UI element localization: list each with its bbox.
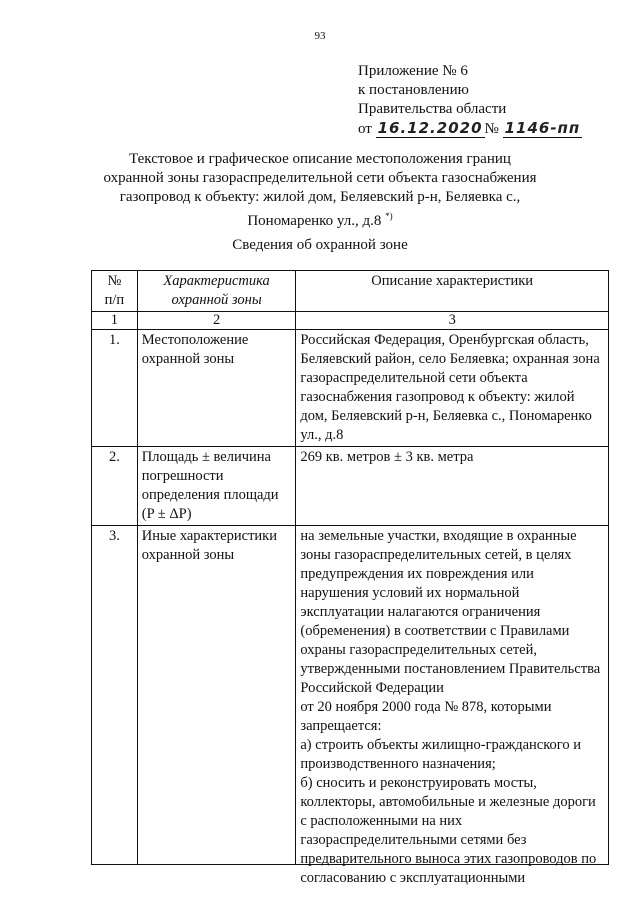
header-col-number: № п/п [92, 271, 138, 312]
row-description: Российская Федерация, Оренбургская область, Беляевский район, село Беляевка; охранная зона газораспределительной сети объекта газоснабжения газопровод к объекту: жилой дом, Беляевский р-н, Беляевка с., Пономаренко ул., д.8 [296, 330, 609, 447]
row-description: 269 кв. метров ± 3 кв. метра [296, 447, 609, 526]
number-label: № [484, 121, 499, 137]
row-characteristic: Местоположение охранной зоны [137, 330, 296, 447]
heading-line-3: газопровод к объекту: жилой дом, Беляевский р-н, Беляевка с., [119, 189, 521, 205]
section-title: Сведения об охранной зоне [232, 237, 408, 253]
row-number: 2. [92, 447, 138, 526]
col-number-1: 1 [92, 312, 138, 330]
col-number-3: 3 [296, 312, 609, 330]
heading-line-4-wrap [100, 207, 540, 231]
table-row [92, 447, 609, 526]
heading-line-1: Текстовое и графическое описание местоположения границ [129, 151, 511, 167]
appendix-title: Приложение № 6 [358, 63, 468, 79]
page-number: 93 [314, 30, 326, 42]
row-number: 3. [92, 526, 138, 865]
table-row [92, 526, 609, 865]
appendix-block [358, 62, 582, 139]
header-col-characteristic: Характеристика охранной зоны [137, 271, 296, 312]
row-description-cell [296, 526, 609, 886]
heading-line-4: Пономаренко ул., д.8 [247, 213, 382, 229]
table-header-row [92, 271, 609, 312]
row-characteristic: Иные характеристики охранной зоны [137, 526, 296, 865]
appendix-line-government: Правительства области [358, 101, 507, 117]
column-number-row [92, 312, 609, 330]
footnote-mark: *) [385, 211, 393, 221]
from-label: от [358, 121, 372, 137]
row-description: на земельные участки, входящие в охранные зоны газораспределительных сетей, в целях предупреждения их повреждения или нарушения условий их нормальной эксплуатации налагаются ограничения (обременения) в соответствии с Правилами охраны газораспределительных сетей, утвержденными постановлением Правительства Российской Федерации от 20 ноября 2000 года № 878, которыми запрещается: а) строить объекты жилищно-гражданского и производственного назначения; б) сносить и реконструировать мосты, коллекторы, автомобильные и железные дороги с расположенными на них газораспределительными сетями без предварительного выноса этих газопроводов по согласованию с эксплуатационными [300, 528, 601, 886]
appendix-date-number-line [358, 119, 582, 139]
handwritten-date: 16.12.2020 [377, 119, 483, 137]
col-number-2: 2 [137, 312, 296, 330]
row-number: 1. [92, 330, 138, 447]
header-col-description: Описание характеристики [296, 271, 609, 312]
heading-line-2: охранной зоны газораспределительной сети объекта газоснабжения [103, 170, 537, 186]
appendix-line-resolution: к постановлению [358, 82, 469, 98]
row-characteristic: Площадь ± величина погрешности определения площади (P ± ΔP) [137, 447, 296, 526]
protection-zone-table [91, 270, 609, 886]
table-row [92, 330, 609, 447]
handwritten-number: 1146-пп [504, 119, 581, 137]
document-heading [100, 150, 540, 231]
